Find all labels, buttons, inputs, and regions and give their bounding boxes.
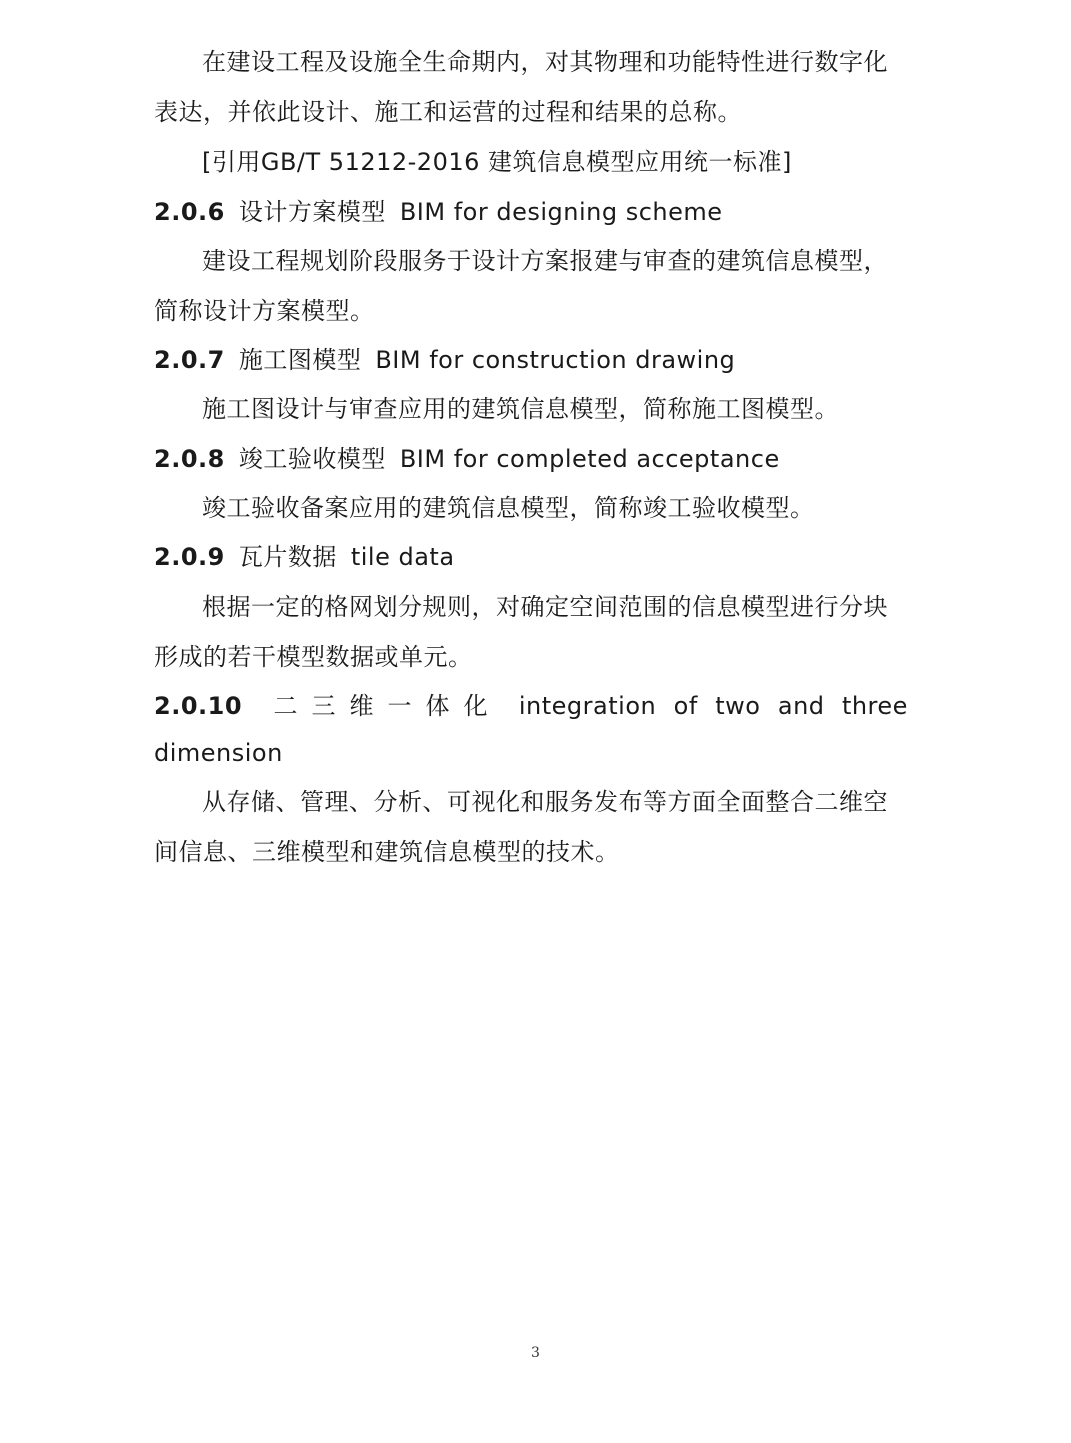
term-number: 2.0.9	[154, 543, 225, 571]
citation: [引用GB/T 51212-2016 建筑信息模型应用统一标准]	[202, 148, 792, 176]
term-definition: 简称设计方案模型。	[154, 297, 375, 325]
term-definition: 间信息、三维模型和建筑信息模型的技术。	[154, 838, 620, 866]
paragraph-line: 在建设工程及设施全生命期内，对其物理和功能特性进行数字化	[202, 48, 888, 76]
term-chinese: 竣工验收模型	[238, 445, 386, 473]
term-chinese: 二三维一体化	[273, 692, 502, 720]
term-chinese: 设计方案模型	[238, 198, 386, 226]
term-number: 2.0.6	[154, 198, 225, 226]
term-definition: 竣工验收备案应用的建筑信息模型，简称竣工验收模型。	[202, 494, 815, 522]
term-number: 2.0.7	[154, 346, 225, 374]
term-heading-2-0-7	[154, 344, 908, 376]
term-english: tile data	[350, 543, 455, 571]
term-english: BIM for completed acceptance	[399, 445, 780, 473]
term-english-word: three	[841, 692, 908, 720]
paragraph-line: 表达，并依此设计、施工和运营的过程和结果的总称。	[154, 98, 742, 126]
term-english-word: integration	[518, 692, 657, 720]
term-number: 2.0.8	[154, 445, 225, 473]
term-chinese: 施工图模型	[238, 346, 362, 374]
term-english-word: two	[715, 692, 761, 720]
term-number: 2.0.10	[154, 692, 243, 720]
term-english-continuation: dimension	[154, 739, 283, 767]
term-english: BIM for construction drawing	[375, 346, 736, 374]
term-chinese: 瓦片数据	[238, 543, 337, 571]
term-heading-2-0-9	[154, 541, 908, 573]
term-definition: 施工图设计与审查应用的建筑信息模型，简称施工图模型。	[202, 395, 839, 423]
term-definition: 建设工程规划阶段服务于设计方案报建与审查的建筑信息模型，	[202, 247, 888, 275]
term-heading-2-0-8	[154, 443, 908, 475]
term-heading-2-0-10	[154, 690, 908, 722]
term-heading-2-0-6	[154, 196, 908, 228]
term-english: BIM for designing scheme	[399, 198, 723, 226]
term-definition: 根据一定的格网划分规则，对确定空间范围的信息模型进行分块	[202, 593, 888, 621]
page-number: 3	[531, 1345, 540, 1361]
term-english-word: of	[673, 692, 698, 720]
term-definition: 从存储、管理、分析、可视化和服务发布等方面全面整合二维空	[202, 788, 888, 816]
term-definition: 形成的若干模型数据或单元。	[154, 643, 473, 671]
term-english-word: and	[777, 692, 825, 720]
